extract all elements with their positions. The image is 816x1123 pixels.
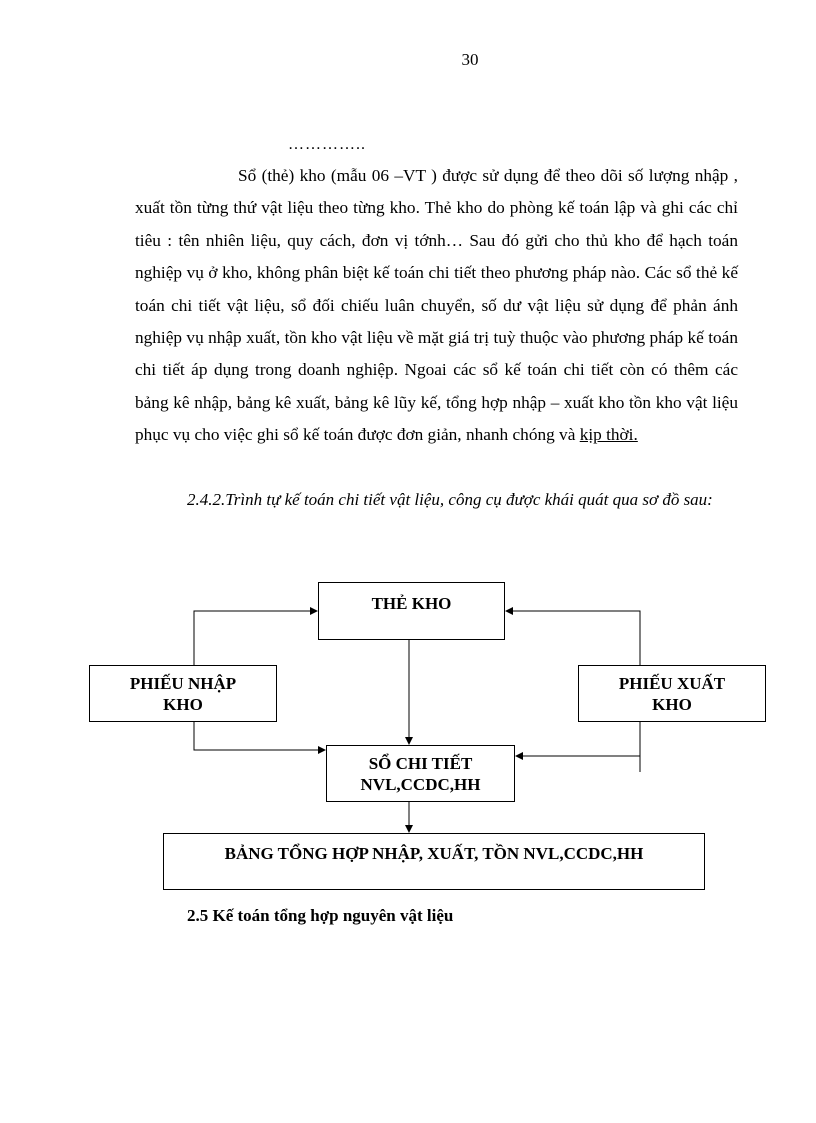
- phieu-nhap-line1: PHIẾU NHẬP: [129, 674, 237, 693]
- phieu-xuat-line2: KHO: [652, 695, 692, 714]
- bang-tong-hop-label: BẢNG TỔNG HỢP NHẬP, XUẤT, TỒN NVL,CCDC,HH: [224, 844, 644, 863]
- arrow-xuat-to-thekho: [506, 611, 640, 665]
- box-the-kho: [318, 582, 505, 640]
- page-number: 30: [461, 50, 479, 69]
- arrow-nhap-to-sochitiet: [194, 722, 325, 750]
- the-kho-label: THẺ KHO: [371, 594, 452, 613]
- phieu-xuat-line1: PHIẾU XUẤT: [618, 674, 726, 693]
- box-phieu-nhap-kho: [89, 665, 277, 722]
- paragraph-text: Sổ (thẻ) kho (mẫu 06 –VT ) được sử dụng để theo dõi số lượng nhập , xuất tồn từng thứ vật liệu theo từng kho. Thẻ kho do phòng kế toán lập và ghi các chỉ tiêu : tên nhiên liệu, quy cách, đơn vị tớnh… Sau đó gửi cho thủ kho để hạch toán nghiệp vụ ở kho, không phân biệt kế toán chi tiết theo phương pháp nào. Các sổ thẻ kế toán chi tiết vật liệu, sổ đối chiếu luân chuyển, số dư vật liệu sử dụng để phản ánh nghiệp vụ nhập xuất, tồn kho vật liệu về mặt giá trị tuỳ thuộc vào phương pháp kế toán chi tiết áp dụng trong doanh nghiệp. Ngoai các sổ kế toán chi tiết còn có thêm các bảng kê nhập, bảng kê xuất, bảng kê lũy kế, tổng hợp nhập – xuất kho tồn kho vật liệu phục vụ cho việc ghi sổ kế toán được đơn giản, nhanh chóng và: [135, 166, 738, 445]
- so-chi-tiet-line1: SỔ CHI TIẾT: [368, 754, 473, 773]
- box-phieu-xuat-kho: [578, 665, 766, 722]
- section-heading: 2.5 Kế toán tổng hợp nguyên vật liệu: [187, 906, 454, 925]
- box-so-chi-tiet: [326, 745, 515, 802]
- subsection-intro: 2.4.2.Trình tự kế toán chi tiết vật liệu, công cụ được khái quát qua sơ đồ sau:: [187, 490, 713, 509]
- underlined-text: kịp thời.: [579, 425, 638, 445]
- box-bang-tong-hop: [163, 833, 705, 890]
- arrow-nhap-to-thekho: [194, 611, 317, 665]
- ellipsis-dots: …………..: [288, 136, 366, 153]
- phieu-nhap-line2: KHO: [163, 695, 203, 714]
- so-chi-tiet-line2: NVL,CCDC,HH: [360, 775, 481, 794]
